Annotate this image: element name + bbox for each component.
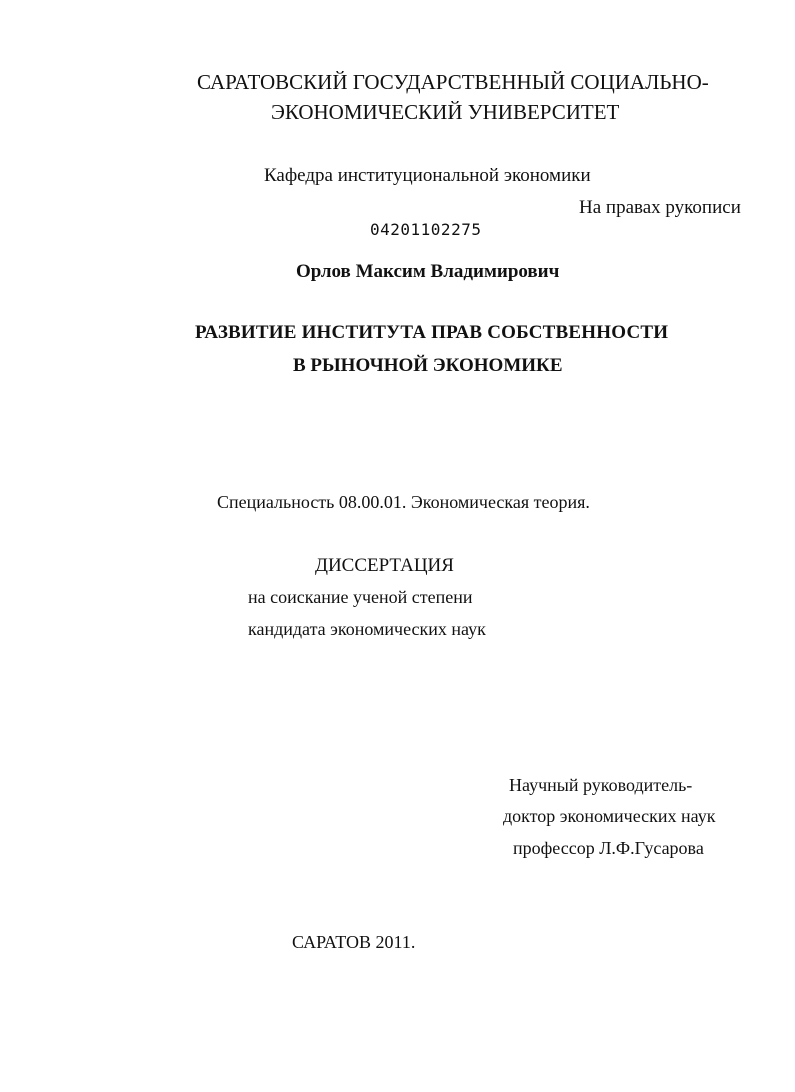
- registration-number: 04201102275: [370, 220, 482, 239]
- degree-line-2: кандидата экономических наук: [248, 619, 486, 639]
- supervisor-name: профессор Л.Ф.Гусарова: [513, 838, 704, 858]
- degree-line-1: на соискание ученой степени: [248, 587, 473, 607]
- dissertation-heading: ДИССЕРТАЦИЯ: [315, 555, 454, 576]
- dissertation-title-line-2: В РЫНОЧНОЙ ЭКОНОМИКЕ: [293, 355, 563, 376]
- manuscript-note: На правах рукописи: [579, 197, 741, 218]
- supervisor-degree: доктор экономических наук: [503, 806, 716, 826]
- university-name-line-2: ЭКОНОМИЧЕСКИЙ УНИВЕРСИТЕТ: [271, 100, 620, 124]
- author-name: Орлов Максим Владимирович: [296, 261, 560, 282]
- department-name: Кафедра институциональной экономики: [264, 165, 591, 186]
- university-name-line-1: САРАТОВСКИЙ ГОСУДАРСТВЕННЫЙ СОЦИАЛЬНО-: [197, 70, 709, 94]
- supervisor-role: Научный руководитель-: [509, 775, 693, 795]
- city-year: САРАТОВ 2011.: [292, 932, 416, 952]
- dissertation-title-line-1: РАЗВИТИЕ ИНСТИТУТА ПРАВ СОБСТВЕННОСТИ: [195, 322, 669, 343]
- specialty: Специальность 08.00.01. Экономическая теория.: [217, 492, 590, 512]
